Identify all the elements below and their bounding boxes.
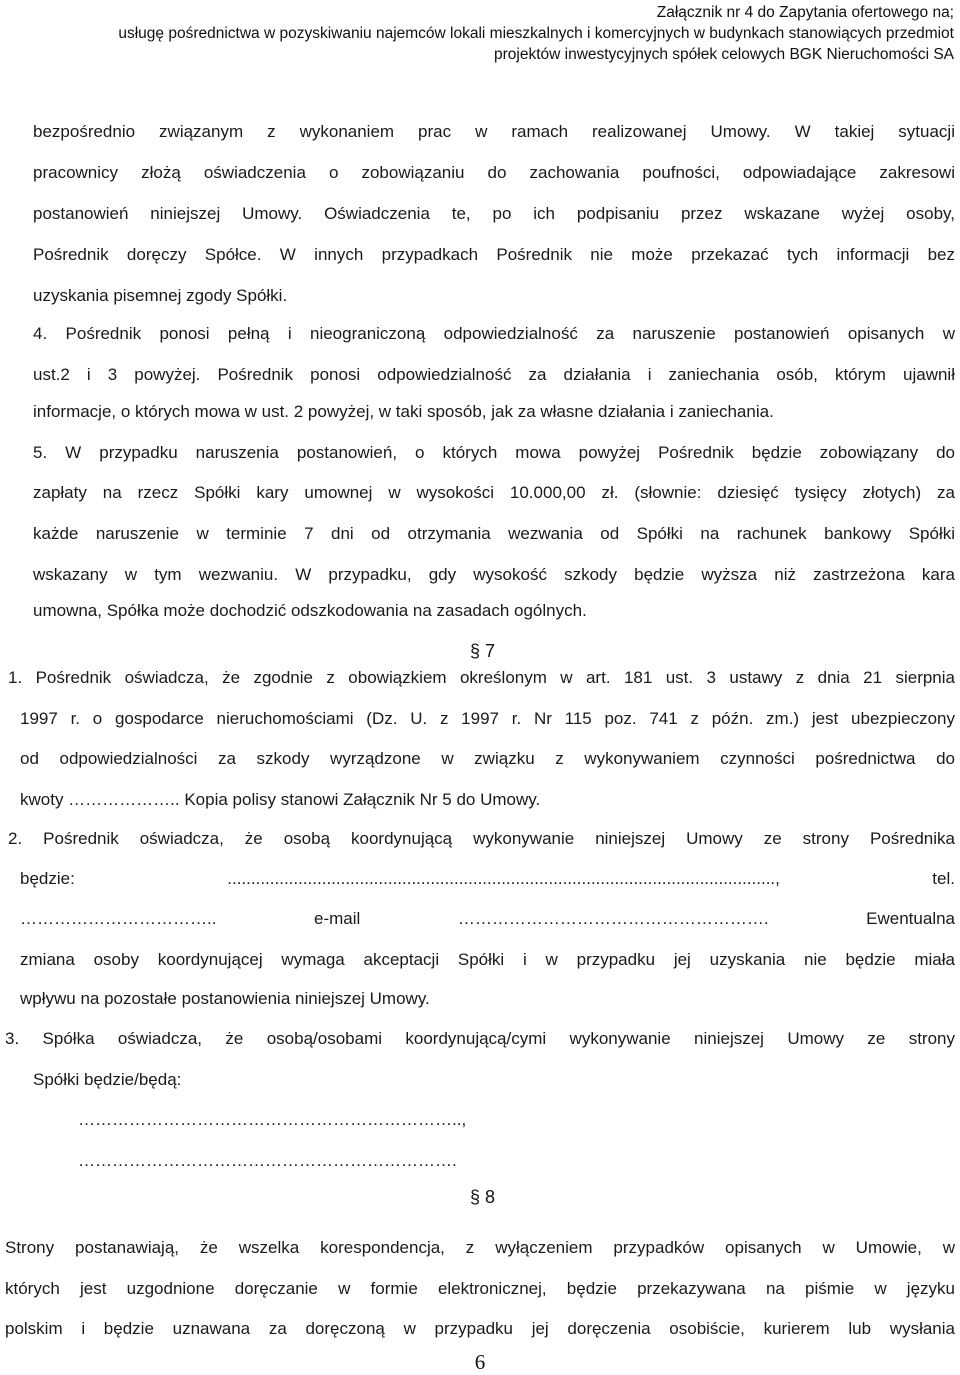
text-line: bezpośrednio związanym z wykonaniem prac w ramach realizowanej Umowy. W takiej sytuacji	[33, 122, 955, 141]
section-7-line: Spółki będzie/będą:	[33, 1070, 182, 1089]
section-7-line: 1. Pośrednik oświadcza, że zgodnie z obowiązkiem określonym w art. 181 ust. 3 ustawy z dnia 21 sierpnia	[8, 668, 955, 687]
section-7-line: zmiana osoby koordynującej wymaga akceptacji Spółki i w przypadku jej uzyskania nie będzie miała	[20, 950, 955, 969]
section-8-line: których jest uzgodnione doręczanie w formie elektronicznej, będzie przekazywana na piśmie w języku	[5, 1279, 955, 1298]
section-7-line: 2. Pośrednik oświadcza, że osobą koordynującą wykonywanie niniejszej Umowy ze strony Pośrednika	[8, 829, 955, 848]
section-8-line: Strony postanawiają, że wszelka korespondencja, z wyłączeniem przypadków opisanych w Umowie, w	[5, 1238, 955, 1257]
blank-fill-line: ………………………………………………………….	[78, 1151, 457, 1170]
blank-fill-line: …………………………………………………………..,	[78, 1110, 467, 1129]
section-7-line: 1997 r. o gospodarce nieruchomościami (Dz. U. z 1997 r. Nr 115 poz. 741 z późn. zm.) jest ubezpieczony	[20, 709, 955, 728]
section-7-line: …………………………….. e-mail ………………………………………………. Ewentualna	[20, 909, 955, 928]
section-8-line: polskim i będzie uznawana za doręczoną w przypadku jej doręczenia osobiście, kurierem lub wysłania	[5, 1319, 955, 1338]
document-header	[118, 2, 954, 65]
header-line-1: Załącznik nr 4 do Zapytania ofertowego na;	[656, 4, 954, 21]
text-line: pracownicy złożą oświadczenia o zobowiązaniu do zachowania poufności, odpowiadające zakresowi	[33, 163, 955, 182]
paragraph-5-line: umowna, Spółka może dochodzić odszkodowania na zasadach ogólnych.	[33, 601, 587, 620]
section-heading-7: § 7	[470, 641, 496, 661]
page-number: 6	[474, 1350, 486, 1374]
paragraph-5-line: każde naruszenie w terminie 7 dni od otrzymania wezwania od Spółki na rachunek bankowy Spółki	[33, 524, 955, 543]
section-7-line: kwoty ……………….. Kopia polisy stanowi Załącznik Nr 5 do Umowy.	[20, 790, 541, 809]
section-7-line: będzie: ...................................................................................................................., tel.	[20, 869, 955, 888]
paragraph-4-line: ust.2 i 3 powyżej. Pośrednik ponosi odpowiedzialność za działania i zaniechania osób, którym ujawnił	[33, 365, 955, 384]
section-7-line: wpływu na pozostałe postanowienia niniejszej Umowy.	[20, 989, 430, 1008]
header-line-3: projektów inwestycyjnych spółek celowych BGK Nieruchomości SA	[493, 46, 954, 63]
paragraph-4-line: informacje, o których mowa w ust. 2 powyżej, w taki sposób, jak za własne działania i zaniechania.	[33, 402, 774, 421]
text-line: uzyskania pisemnej zgody Spółki.	[33, 286, 288, 305]
section-heading-8: § 8	[470, 1187, 496, 1207]
paragraph-4-line: 4. Pośrednik ponosi pełną i nieograniczoną odpowiedzialność za naruszenie postanowień opisanych w	[33, 324, 955, 343]
header-line-2: usługę pośrednictwa w pozyskiwaniu najemców lokali mieszkalnych i komercyjnych w budynkach stanowiących przedmiot	[118, 25, 954, 42]
paragraph-5-line: wskazany w tym wezwaniu. W przypadku, gdy wysokość szkody będzie wyższa niż zastrzeżona kara	[33, 565, 955, 584]
paragraph-5-line: zapłaty na rzecz Spółki kary umownej w wysokości 10.000,00 zł. (słownie: dziesięć tysięcy złotych) za	[33, 483, 955, 502]
text-line: Pośrednik doręczy Spółce. W innych przypadkach Pośrednik nie może przekazać tych informacji bez	[33, 245, 955, 264]
text-line: postanowień niniejszej Umowy. Oświadczenia te, po ich podpisaniu przez wskazane wyżej osoby,	[33, 204, 955, 223]
section-7-line: od odpowiedzialności za szkody wyrządzone w związku z wykonywaniem czynności pośrednictwa do	[20, 749, 955, 768]
paragraph-5-line: 5. W przypadku naruszenia postanowień, o których mowa powyżej Pośrednik będzie zobowiązany do	[33, 443, 955, 462]
section-7-line: 3. Spółka oświadcza, że osobą/osobami koordynującą/cymi wykonywanie niniejszej Umowy ze strony	[5, 1029, 955, 1048]
